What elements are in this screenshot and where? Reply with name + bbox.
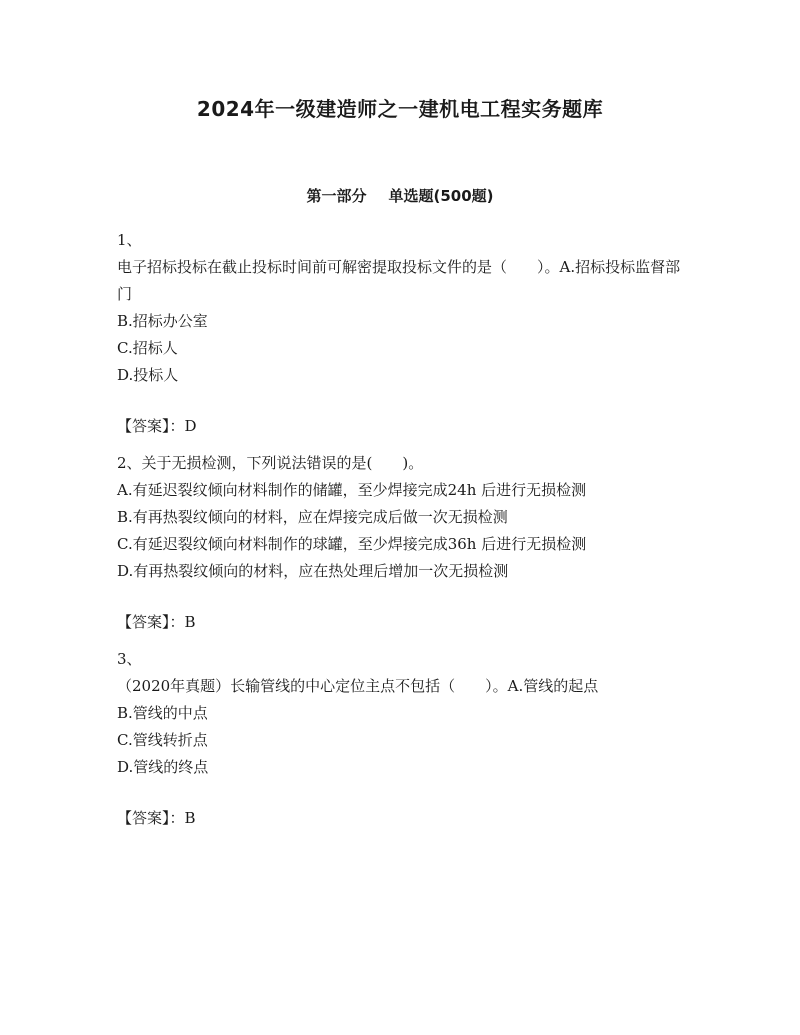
answer-key: 【答案】：B: [117, 613, 196, 631]
section-heading: [0, 185, 800, 206]
question-stem: 电子招标投标在截止投标时间前可解密提取投标文件的是（ ）。A.招标投标监督部门: [117, 258, 681, 303]
answer-option: B.有再热裂纹倾向的材料，应在焊接完成后做一次无损检测: [117, 508, 508, 526]
answer-key: 【答案】：B: [117, 809, 196, 827]
section-type-label: 单选题(500题): [388, 187, 494, 205]
question-stem: （2020年真题）长输管线的中心定位主点不包括（ ）。A.管线的起点: [117, 677, 599, 695]
answer-option: C.有延迟裂纹倾向材料制作的球罐，至少焊接完成36h 后进行无损检测: [117, 535, 587, 553]
answer-option: C.管线转折点: [117, 731, 208, 749]
question-stem: 2、关于无损检测，下列说法错误的是( )。: [117, 454, 424, 472]
answer-key: 【答案】：D: [117, 417, 197, 435]
question-number: 3、: [117, 650, 142, 668]
answer-option: A.有延迟裂纹倾向材料制作的储罐，至少焊接完成24h 后进行无损检测: [117, 481, 587, 499]
answer-option: B.管线的中点: [117, 704, 208, 722]
question-item: [117, 227, 687, 440]
document-title: 2024年一级建造师之一建机电工程实务题库: [196, 97, 604, 121]
answer-option: B.招标办公室: [117, 312, 208, 330]
answer-option: D.投标人: [117, 366, 179, 384]
answer-option: D.管线的终点: [117, 758, 209, 776]
question-item: [117, 646, 687, 832]
section-part-label: 第一部分: [306, 187, 367, 205]
question-number: 1、: [117, 231, 142, 249]
answer-option: C.招标人: [117, 339, 178, 357]
question-list: [117, 225, 687, 842]
question-item: [117, 450, 687, 636]
answer-option: D.有再热裂纹倾向的材料，应在热处理后增加一次无损检测: [117, 562, 509, 580]
